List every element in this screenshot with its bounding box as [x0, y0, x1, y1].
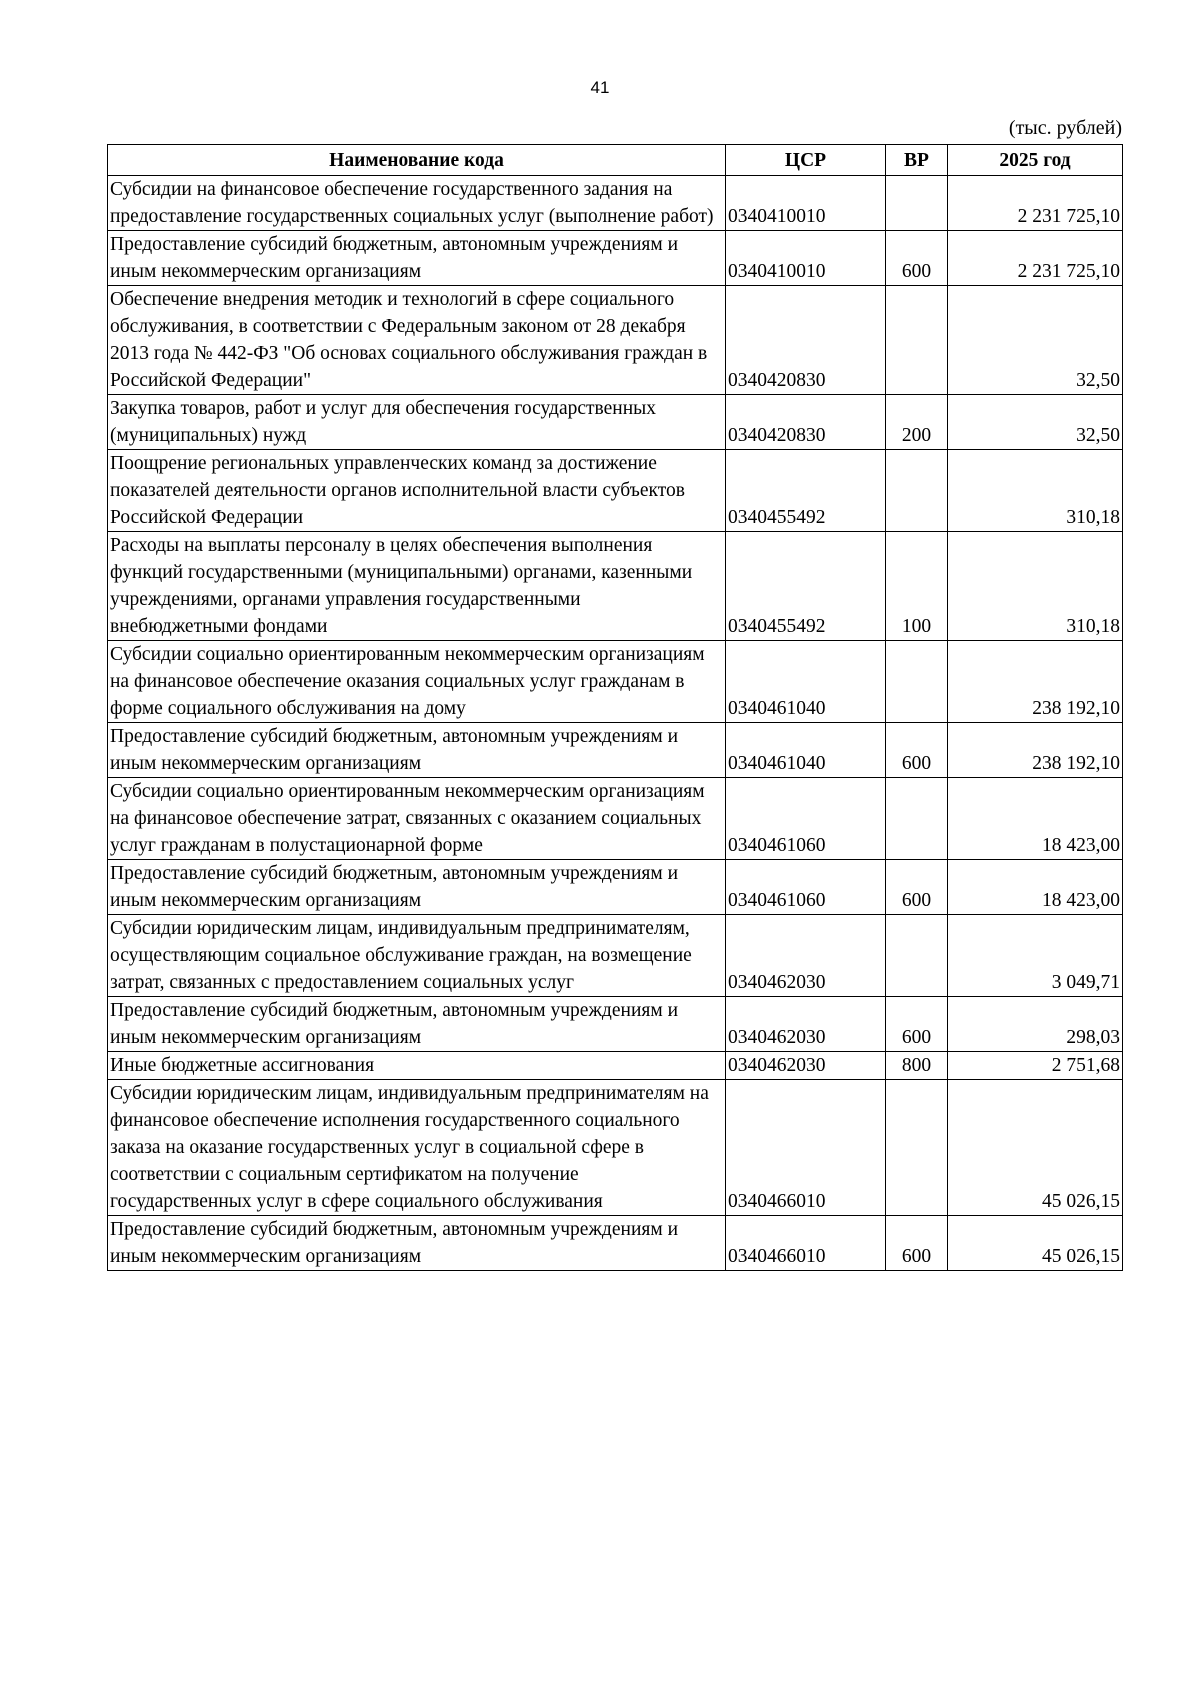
cell-sum: 2 231 725,10 — [948, 231, 1123, 286]
cell-vr: 600 — [886, 231, 948, 286]
cell-vr — [886, 450, 948, 532]
cell-vr — [886, 778, 948, 860]
cell-csr: 0340461060 — [726, 860, 886, 915]
cell-name: Поощрение региональных управленческих команд за достижение показателей деятельности органов исполнительной власти субъектов Российской Федерации — [108, 450, 726, 532]
cell-name: Предоставление субсидий бюджетным, автономным учреждениям и иным некоммерческим организациям — [108, 997, 726, 1052]
table-row — [108, 286, 1123, 395]
cell-vr: 600 — [886, 860, 948, 915]
cell-csr: 0340462030 — [726, 1052, 886, 1080]
cell-sum: 238 192,10 — [948, 723, 1123, 778]
cell-name: Иные бюджетные ассигнования — [108, 1052, 726, 1080]
cell-csr: 0340420830 — [726, 395, 886, 450]
table-row — [108, 395, 1123, 450]
cell-name: Предоставление субсидий бюджетным, автономным учреждениям и иным некоммерческим организациям — [108, 1216, 726, 1271]
header-csr: ЦСР — [726, 145, 886, 176]
table-row — [108, 176, 1123, 231]
cell-sum: 18 423,00 — [948, 778, 1123, 860]
cell-name: Субсидии социально ориентированным некоммерческим организациям на финансовое обеспечение оказания социальных услуг гражданам в форме социального обслуживания на дому — [108, 641, 726, 723]
cell-vr — [886, 641, 948, 723]
unit-label: (тыс. рублей) — [1008, 117, 1122, 139]
table-row — [108, 1052, 1123, 1080]
table-row — [108, 997, 1123, 1052]
cell-sum: 298,03 — [948, 997, 1123, 1052]
cell-name: Расходы на выплаты персоналу в целях обеспечения выполнения функций государственными (муниципальными) органами, казенными учреждениями, органами управления государственными внебюджетными фондами — [108, 532, 726, 641]
cell-csr: 0340462030 — [726, 915, 886, 997]
table-body — [108, 176, 1123, 1271]
cell-csr: 0340466010 — [726, 1216, 886, 1271]
cell-vr: 200 — [886, 395, 948, 450]
table-row — [108, 532, 1123, 641]
table-header-row — [108, 145, 1123, 176]
cell-sum: 3 049,71 — [948, 915, 1123, 997]
cell-vr: 800 — [886, 1052, 948, 1080]
cell-vr — [886, 915, 948, 997]
cell-vr — [886, 286, 948, 395]
cell-vr: 600 — [886, 1216, 948, 1271]
cell-csr: 0340420830 — [726, 286, 886, 395]
table-row — [108, 860, 1123, 915]
page-number: 41 — [590, 78, 610, 97]
cell-name: Субсидии на финансовое обеспечение государственного задания на предоставление государственных социальных услуг (выполнение работ) — [108, 176, 726, 231]
cell-sum: 32,50 — [948, 395, 1123, 450]
header-year: 2025 год — [948, 145, 1123, 176]
budget-table — [107, 144, 1123, 1271]
cell-name: Обеспечение внедрения методик и технологий в сфере социального обслуживания, в соответствии с Федеральным законом от 28 декабря 2013 года № 442-ФЗ "Об основах социального обслуживания граждан в Российской Федерации" — [108, 286, 726, 395]
table-row — [108, 450, 1123, 532]
table-row — [108, 231, 1123, 286]
cell-csr: 0340455492 — [726, 532, 886, 641]
cell-vr — [886, 1080, 948, 1216]
cell-sum: 32,50 — [948, 286, 1123, 395]
table-row — [108, 641, 1123, 723]
cell-csr: 0340461060 — [726, 778, 886, 860]
cell-name: Предоставление субсидий бюджетным, автономным учреждениям и иным некоммерческим организациям — [108, 860, 726, 915]
table-row — [108, 915, 1123, 997]
cell-name: Предоставление субсидий бюджетным, автономным учреждениям и иным некоммерческим организациям — [108, 231, 726, 286]
cell-vr: 100 — [886, 532, 948, 641]
cell-csr: 0340462030 — [726, 997, 886, 1052]
cell-name: Закупка товаров, работ и услуг для обеспечения государственных (муниципальных) нужд — [108, 395, 726, 450]
cell-sum: 18 423,00 — [948, 860, 1123, 915]
cell-csr: 0340461040 — [726, 723, 886, 778]
cell-csr: 0340410010 — [726, 231, 886, 286]
cell-sum: 45 026,15 — [948, 1216, 1123, 1271]
cell-name: Субсидии социально ориентированным некоммерческим организациям на финансовое обеспечение затрат, связанных с оказанием социальных услуг гражданам в полустационарной форме — [108, 778, 726, 860]
cell-csr: 0340466010 — [726, 1080, 886, 1216]
table-row — [108, 1216, 1123, 1271]
table-row — [108, 778, 1123, 860]
cell-name: Субсидии юридическим лицам, индивидуальным предпринимателям на финансовое обеспечение исполнения государственного социального заказа на оказание государственных услуг в социальной сфере в соответствии с социальным сертификатом на получение государственных услуг в сфере социального обслуживания — [108, 1080, 726, 1216]
cell-csr: 0340461040 — [726, 641, 886, 723]
table-row — [108, 723, 1123, 778]
cell-csr: 0340410010 — [726, 176, 886, 231]
cell-csr: 0340455492 — [726, 450, 886, 532]
cell-sum: 45 026,15 — [948, 1080, 1123, 1216]
cell-sum: 2 751,68 — [948, 1052, 1123, 1080]
table-row — [108, 1080, 1123, 1216]
cell-sum: 2 231 725,10 — [948, 176, 1123, 231]
header-name: Наименование кода — [108, 145, 726, 176]
header-vr: ВР — [886, 145, 948, 176]
cell-name: Субсидии юридическим лицам, индивидуальным предпринимателям, осуществляющим социальное обслуживание граждан, на возмещение затрат, связанных с предоставлением социальных услуг — [108, 915, 726, 997]
cell-vr: 600 — [886, 997, 948, 1052]
cell-name: Предоставление субсидий бюджетным, автономным учреждениям и иным некоммерческим организациям — [108, 723, 726, 778]
cell-vr: 600 — [886, 723, 948, 778]
cell-sum: 310,18 — [948, 532, 1123, 641]
cell-sum: 238 192,10 — [948, 641, 1123, 723]
cell-vr — [886, 176, 948, 231]
cell-sum: 310,18 — [948, 450, 1123, 532]
